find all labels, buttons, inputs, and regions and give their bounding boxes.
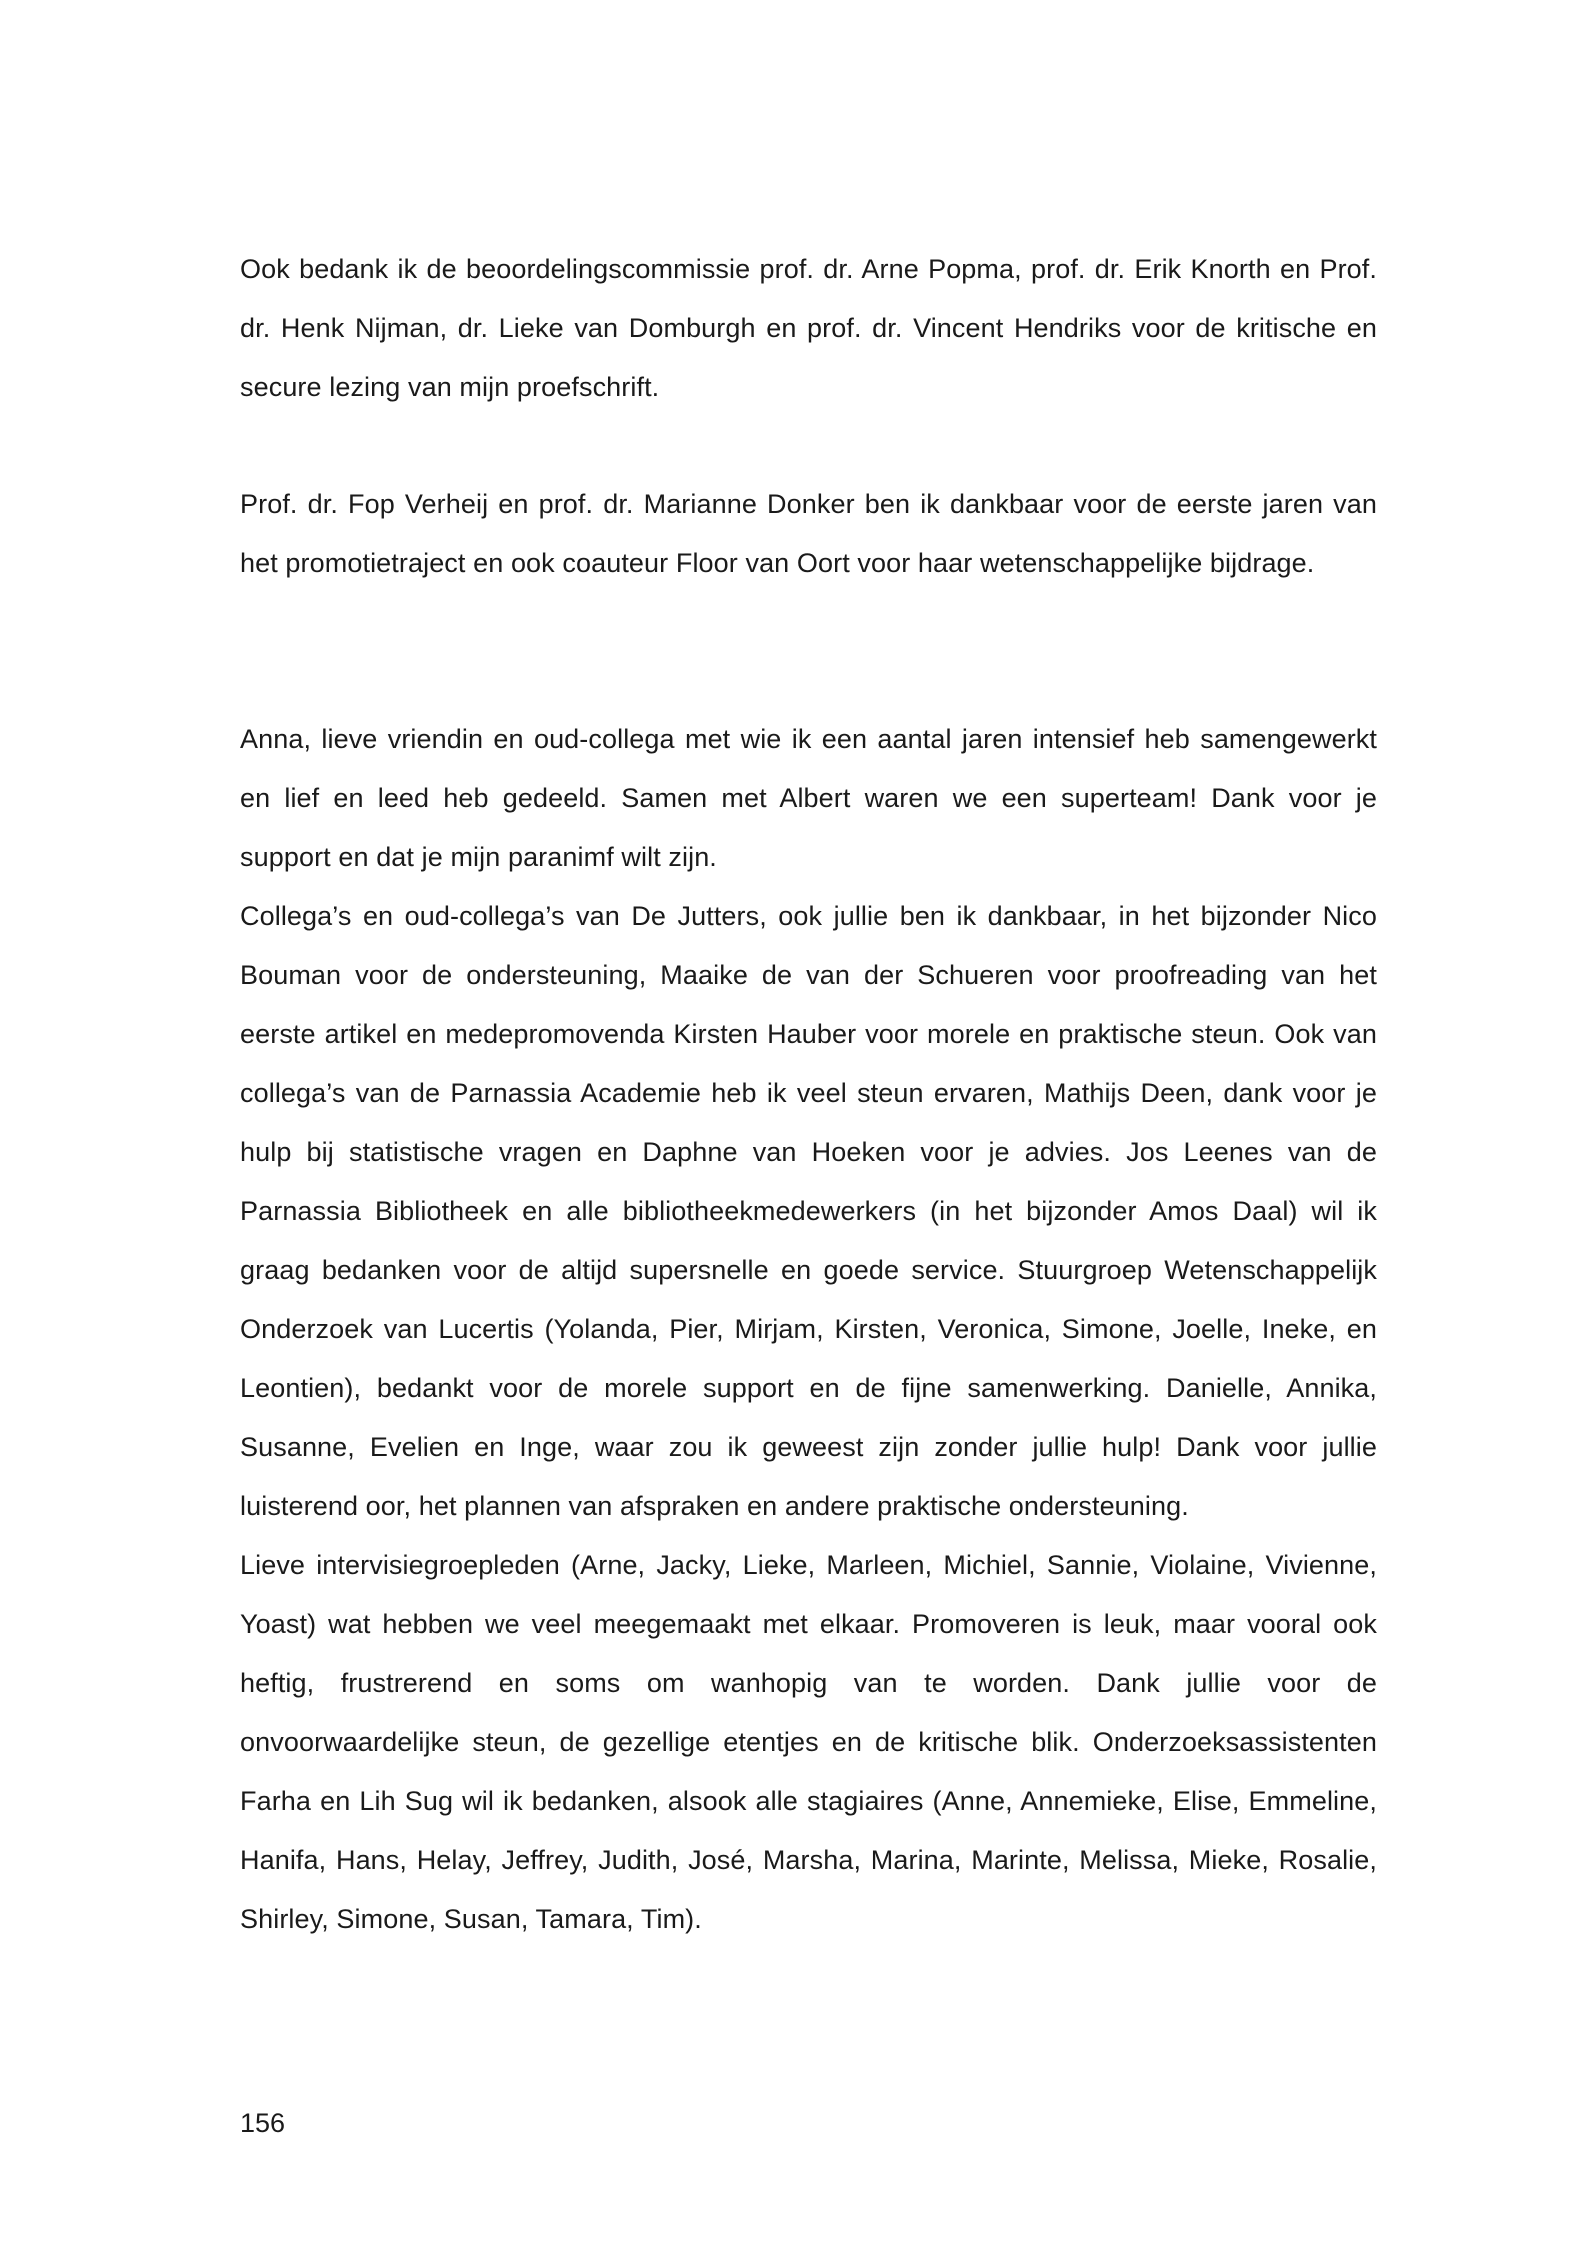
paragraph-text: Ook bedank ik de beoordelingscommissie prof. dr. Arne Popma, prof. dr. Erik Knorth en Prof. dr. Henk Nijman, dr. Lieke van Domburgh en prof. dr. Vincent Hendriks voor de kritische en secure lezing van mijn proefschrift.: [240, 254, 1377, 402]
paragraph-colleagues: [240, 710, 1377, 1949]
paragraph-committee: [240, 240, 1377, 417]
page-number: 156: [240, 2108, 286, 2138]
paragraph-text: Collega’s en oud-collega’s van De Jutters, ook jullie ben ik dankbaar, in het bijzonder Nico Bouman voor de ondersteuning, Maaike de van der Schueren voor proofreading van het eerste artikel en medepromovenda Kirsten Hauber voor morele en praktische steun. Ook van collega’s van de Parnassia Academie heb ik veel steun ervaren, Mathijs Deen, dank voor je hulp bij statistische vragen en Daphne van Hoeken voor je advies. Jos Leenes van de Parnassia Bibliotheek en alle bibliotheekmedewerkers (in het bijzonder Amos Daal) wil ik graag bedanken voor de altijd supersnelle en goede service. Stuurgroep Wetenschappelijk Onderzoek van Lucertis (Yolanda, Pier, Mirjam, Kirsten, Veronica, Simone, Joelle, Ineke, en Leontien), bedankt voor de morele support en de fijne samenwerking. Danielle, Annika, Susanne, Evelien en Inge, waar zou ik geweest zijn zonder jullie hulp! Dank voor jullie luisterend oor, het plannen van afspraken en andere praktische ondersteuning.: [240, 901, 1377, 1521]
paragraph-text: Anna, lieve vriendin en oud-collega met wie ik een aantal jaren intensief heb samengewerkt en lief en leed heb gedeeld. Samen met Albert waren we een superteam! Dank voor je support en dat je mijn paranimf wilt zijn.: [240, 724, 1377, 872]
paragraph-text: Prof. dr. Fop Verheij en prof. dr. Marianne Donker ben ik dankbaar voor de eerste jaren van het promotietraject en ook coauteur Floor van Oort voor haar wetenschappelijke bijdrage.: [240, 489, 1377, 578]
paragraph-text: Lieve intervisiegroepleden (Arne, Jacky, Lieke, Marleen, Michiel, Sannie, Violaine, Vivienne, Yoast) wat hebben we veel meegemaakt met elkaar. Promoveren is leuk, maar vooral ook heftig, frustrerend en soms om wanhopig van te worden. Dank jullie voor de onvoorwaardelijke steun, de gezellige etentjes en de kritische blik. Onderzoeksassistenten Farha en Lih Sug wil ik bedanken, alsook alle stagiaires (Anne, Annemieke, Elise, Emmeline, Hanifa, Hans, Helay, Jeffrey, Judith, José, Marsha, Marina, Marinte, Melissa, Mieke, Rosalie, Shirley, Simone, Susan, Tamara, Tim).: [240, 1550, 1377, 1934]
paragraph-promoters: [240, 475, 1377, 593]
